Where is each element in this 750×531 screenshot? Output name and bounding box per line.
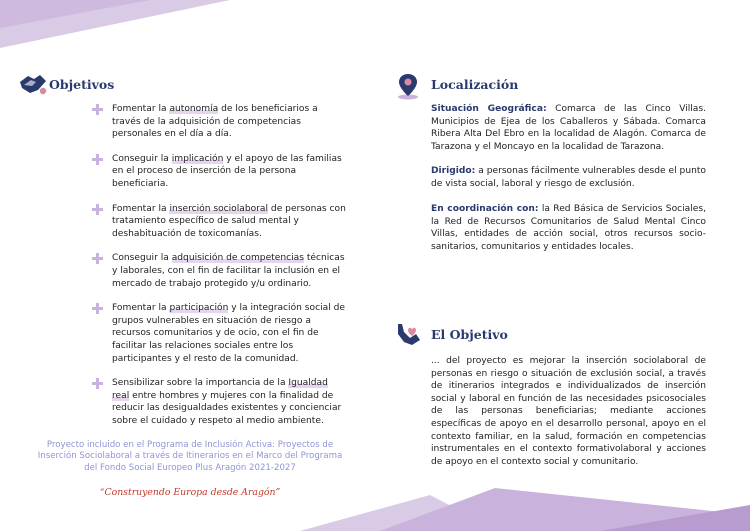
hands-heart-icon [396, 320, 422, 346]
program-footnote: Proyecto incluido en el Programa de Inclusión Activa: Proyectos de Inserción Sociolaboral a través de Itinerarios en el Marco del Programa del Fondo Social Europeo Plus Aragón 2021-2027 [37, 440, 343, 473]
list-item: Conseguir la implicación y el apoyo de las familias en el proceso de inserción de la persona beneficiaria. [92, 153, 346, 191]
dirigido-paragraph: Dirigido: a personas fácilmente vulnerables desde el punto de vista social, laboral y riesgo de exclusión. [431, 166, 706, 189]
localizacion-heading: Localización [431, 77, 519, 92]
list-item: Sensibilizar sobre la importancia de la Igualdad real entre hombres y mujeres con la finalidad de reducir las desigualdades existentes y concienciar sobre el cuidado y respeto al medio ambiente. [92, 377, 346, 427]
plus-icon [92, 154, 103, 165]
plus-icon [92, 253, 103, 264]
list-item: Fomentar la autonomía de los beneficiarios a través de la adquisición de competencias personales en el día a día. [92, 103, 346, 141]
plus-icon [92, 303, 103, 314]
list-item: Fomentar la inserción sociolaboral de personas con tratamiento específico de salud mental y deshabituación de toxicomanías. [92, 203, 346, 241]
list-item: Fomentar la participación y la integración social de grupos vulnerables en situación de riesgo a recursos comunitarios y de ocio, con el fin de facilitar las relaciones sociales entre los participantes y el resto de la comunidad. [92, 302, 346, 365]
plus-icon [92, 204, 103, 215]
objetivos-heading: Objetivos [49, 77, 115, 92]
el-objetivo-heading: El Objetivo [431, 327, 508, 342]
location-pin-icon [397, 72, 419, 100]
list-item: Conseguir la adquisición de competencias técnicas y laborales, con el fin de facilitar la inclusión en el mercado de trabajo protegido y/u ordinario. [92, 252, 346, 290]
motto: “Construyendo Europa desde Aragón” [99, 487, 281, 498]
handshake-icon [18, 72, 48, 96]
plus-icon [92, 378, 103, 389]
situacion-paragraph: Situación Geográfica: Comarca de las Cinco Villas. Municipios de Ejea de los Caballeros y Sábada. Comarca Ribera Alta Del Ebro en la localidad de Alagón. Comarca de Tarazona y el Moncayo en la localidad de Tarazona. [431, 104, 706, 152]
objetivo-paragraph: ... del proyecto es mejorar la inserción sociolaboral de personas en riesgo o situación de exclusión social, a través de itinerarios integrados e individualizados de inserción social y laboral en función de las necesidades psicosociales de las personas beneficiarias; mediante acciones específicas de apoyo en el desarrollo personal, apoyo en el contexto familiar, en la salud, formación en competencias instrumentales en el contexto formativolaboral y acciones de apoyo en el contexto social y comunitario. [431, 356, 706, 467]
plus-icon [92, 104, 103, 115]
coordinacion-paragraph: En coordinación con: la Red Básica de Servicios Sociales, la Red de Recursos Comunitarios de Salud Mental Cinco Villas, entidades de acción social, otros recursos socio-sanitarios, comunitarios y entidades locales. [431, 204, 706, 252]
objectives-list [92, 103, 346, 427]
